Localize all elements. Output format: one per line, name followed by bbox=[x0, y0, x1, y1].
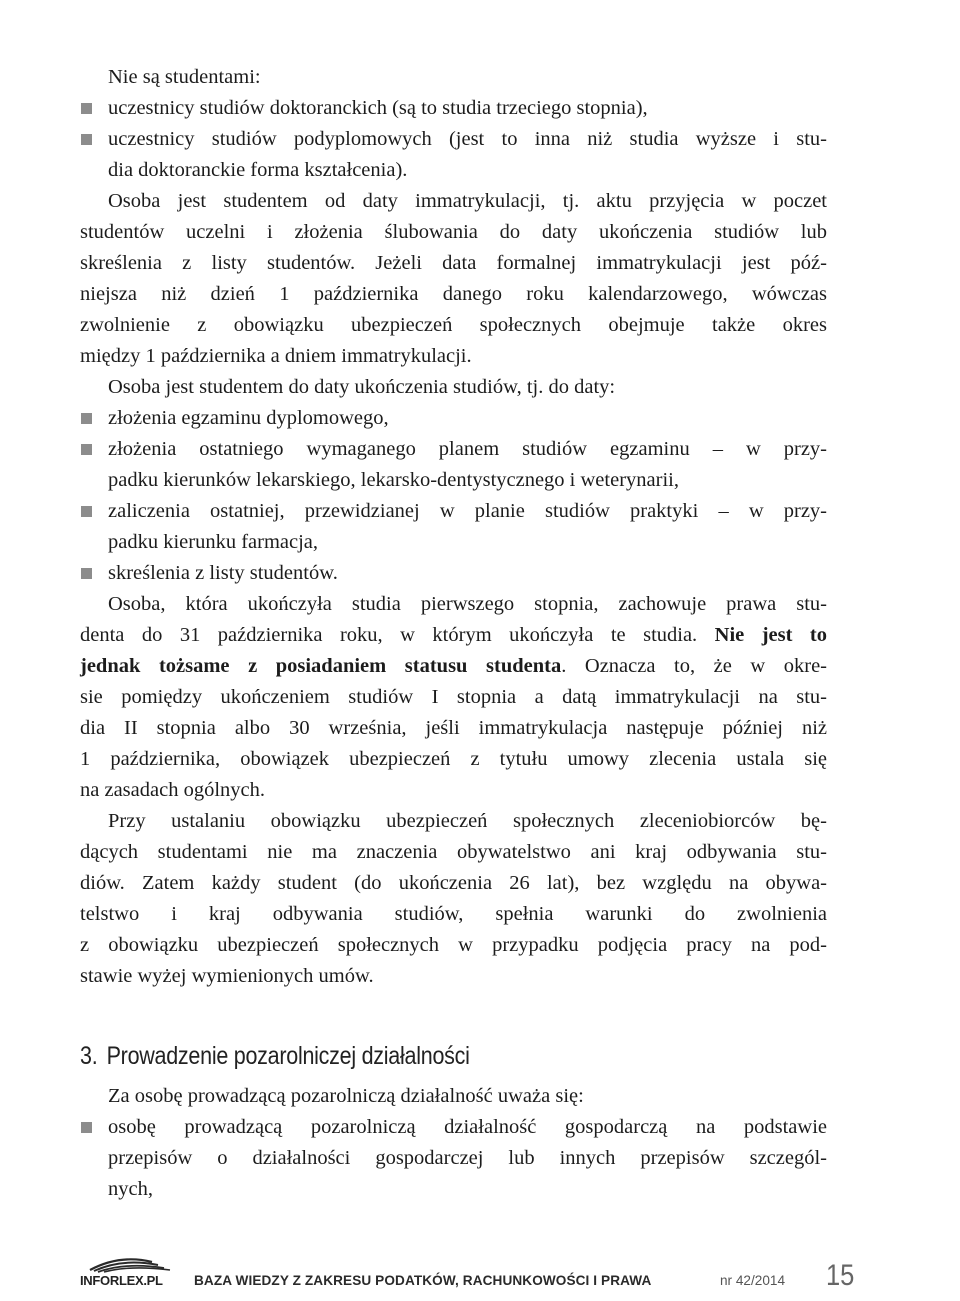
list-item-continuation: padku kierunków lekarskiego, lekarsko-dentystycznego i weterynarii, bbox=[108, 469, 679, 491]
list-item: złożenia ostatniego wymaganego planem studiów egzaminu – w przy- bbox=[80, 434, 827, 465]
paragraph-line: Osoba jest studentem od daty immatrykulacji, tj. aktu przyjęcia w poczet bbox=[108, 190, 827, 212]
square-bullet-icon bbox=[81, 413, 92, 424]
paragraph-line: jednak tożsame z posiadaniem statusu studenta. Oznacza to, że w okre- bbox=[80, 655, 827, 677]
paragraph-line: stawie wyżej wymienionych umów. bbox=[80, 965, 374, 987]
paragraph-intro: Nie są studentami: bbox=[108, 66, 261, 88]
paragraph-line: między 1 października a dniem immatrykulacji. bbox=[80, 345, 472, 367]
paragraph-line: studentów uczelni i złożenia ślubowania do daty ukończenia studiów lub bbox=[80, 221, 827, 243]
square-bullet-icon bbox=[81, 1122, 92, 1133]
list-item: uczestnicy studiów doktoranckich (są to studia trzeciego stopnia), bbox=[80, 93, 827, 124]
page-body bbox=[80, 62, 827, 1205]
paragraph-line: 1 października, obowiązek ubezpieczeń z tytułu umowy zlecenia ustala się bbox=[80, 748, 827, 770]
footer-tagline: BAZA WIEDZY Z ZAKRESU PODATKÓW, RACHUNKOWOŚCI I PRAWA bbox=[194, 1273, 652, 1288]
paragraph-line: dących studentami nie ma znaczenia obywatelstwo ani kraj odbywania stu- bbox=[80, 841, 827, 863]
paragraph-line: Osoba, która ukończyła studia pierwszego stopnia, zachowuje prawa stu- bbox=[108, 593, 827, 615]
issue-number: nr 42/2014 bbox=[720, 1273, 786, 1288]
square-bullet-icon bbox=[81, 134, 92, 145]
paragraph-intro: Za osobę prowadzącą pozarolniczą działalność uważa się: bbox=[108, 1085, 584, 1107]
paragraph-line: diów. Zatem każdy student (do ukończenia 26 lat), bez względu na obywa- bbox=[80, 872, 827, 894]
square-bullet-icon bbox=[81, 506, 92, 517]
paragraph-line: sie pomiędzy ukończeniem studiów I stopnia a datą immatrykulacji na stu- bbox=[80, 686, 827, 708]
paragraph-line: zwolnienie z obowiązku ubezpieczeń społecznych obejmuje także okres bbox=[80, 314, 827, 336]
logo-text: INFORLEX.PL bbox=[80, 1273, 163, 1288]
section-heading bbox=[80, 1042, 722, 1071]
paragraph-line: na zasadach ogólnych. bbox=[80, 779, 265, 801]
paragraph-line: Przy ustalaniu obowiązku ubezpieczeń społecznych zleceniobiorców bę- bbox=[108, 810, 827, 832]
list-item-continuation: przepisów o działalności gospodarczej lub innych przepisów szczegól- bbox=[108, 1147, 827, 1169]
section-number: 3. bbox=[80, 1042, 98, 1070]
list-item: zaliczenia ostatniej, przewidzianej w planie studiów praktyki – w przy- bbox=[80, 496, 827, 527]
list-item: uczestnicy studiów podyplomowych (jest to inna niż studia wyższe i stu- bbox=[80, 124, 827, 155]
paragraph-line: skreślenia z listy studentów. Jeżeli data formalnej immatrykulacji jest póź- bbox=[80, 252, 827, 274]
page-number: 15 bbox=[826, 1259, 855, 1292]
paragraph-line: dia II stopnia albo 30 września, jeśli immatrykulacja następuje później niż bbox=[80, 717, 827, 739]
list-item-continuation: padku kierunku farmacja, bbox=[108, 531, 319, 553]
paragraph-intro: Osoba jest studentem do daty ukończenia studiów, tj. do daty: bbox=[108, 376, 616, 398]
list-item: skreślenia z listy studentów. bbox=[80, 558, 827, 589]
square-bullet-icon bbox=[81, 103, 92, 114]
paragraph-line: niejsza niż dzień 1 października danego roku kalendarzowego, wówczas bbox=[80, 283, 827, 305]
paragraph-line: denta do 31 października roku, w którym ukończyła te studia. Nie jest to bbox=[80, 624, 827, 646]
paragraph-line: z obowiązku ubezpieczeń społecznych w przypadku podjęcia pracy na pod- bbox=[80, 934, 827, 956]
list-item-continuation: nych, bbox=[108, 1178, 153, 1200]
square-bullet-icon bbox=[81, 568, 92, 579]
page-footer bbox=[80, 1252, 865, 1296]
list-item: złożenia egzaminu dyplomowego, bbox=[80, 403, 827, 434]
paragraph-line: telstwo i kraj odbywania studiów, spełnia warunki do zwolnienia bbox=[80, 903, 827, 925]
section-title: Prowadzenie pozarolniczej działalności bbox=[106, 1042, 470, 1070]
list-item: osobę prowadzącą pozarolniczą działalność gospodarczą na podstawie bbox=[80, 1112, 827, 1143]
list-item-continuation: dia doktoranckie forma kształcenia). bbox=[108, 159, 408, 181]
square-bullet-icon bbox=[81, 444, 92, 455]
